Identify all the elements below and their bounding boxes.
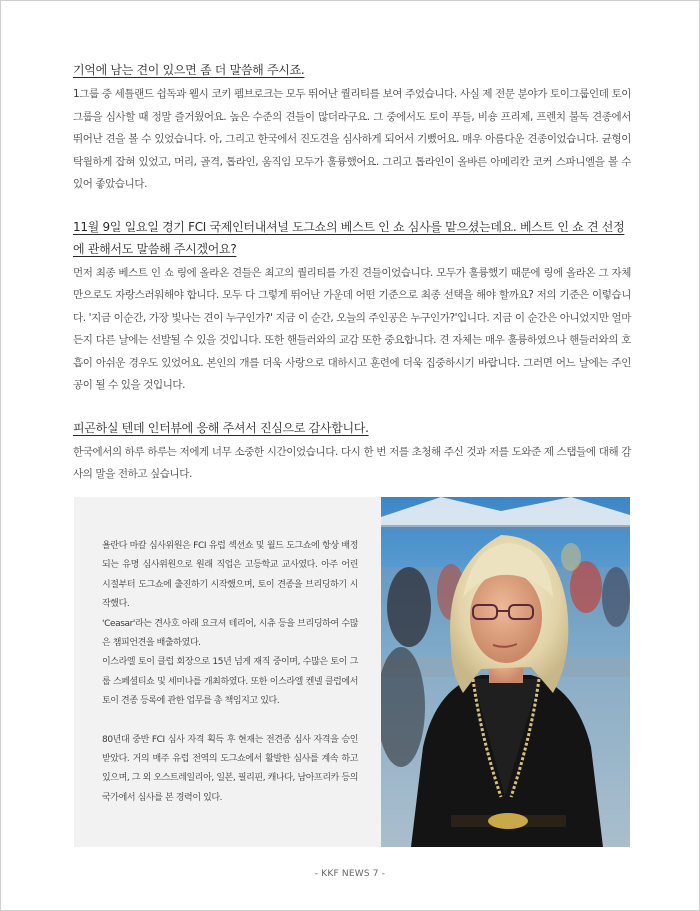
qa-block-2 <box>73 216 631 397</box>
answer-2: 먼저 최종 베스트 인 쇼 링에 올라온 견들은 최고의 퀄리티를 가진 견들이었습니다. 모두가 훌륭했기 때문에 링에 올라온 그 자체만으로도 자랑스러워해야 합니다. 모두 다 그렇게 뛰어난 가운데 어떤 기준으로 최종 선택을 해야 할까요? 저의 기준은 이렇습니다. '지금 이순간, 가장 빛나는 견이 누구인가?' 지금 이 순간, 오늘의 주인공은 누구인가?'입니다. 지금 이 순간은 아니었지만 얼마든지 다른 날에는 선발될 수 있을 것입니다. 또한 핸들러와의 교감 또한 중요합니다. 견 자체는 매우 훌륭하였으나 핸들러와의 호흡이 아쉬운 경우도 있었어요. 본인의 개를 더욱 사랑으로 대하시고 훈련에 더욱 집중하시기 바랍니다. 그러면 어느 날에는 주인공이 될 수 있을 것입니다. <box>73 266 631 391</box>
question-3: 피곤하실 텐데 인터뷰에 응해 주셔서 진심으로 감사합니다. <box>73 420 369 435</box>
judge-photo <box>381 497 630 847</box>
judge-biography <box>102 537 358 808</box>
interview-section <box>73 59 631 506</box>
bio-paragraph-2: 'Ceasar'라는 견사호 아래 요크셔 테리어, 시츄 등을 브리딩하여 수많은 챔피언견을 배출하였다. <box>102 618 358 649</box>
bio-paragraph-4: 80년대 중반 FCI 심사 자격 획득 후 현재는 전견종 심사 자격을 승인받았다. 거의 매주 유럽 전역의 도그쇼에서 활발한 심사를 계속 하고 있으며, 그 외 오스트레일리아, 일본, 필리핀, 캐나다, 남아프리카 등의 국가에서 심사를 본 경력이 있다. <box>102 734 358 803</box>
page-footer: - KKF NEWS 7 - <box>314 869 386 879</box>
bio-paragraph-3: 이스라엘 토이 클럽 회장으로 15년 넘게 재직 중이며, 수많은 토이 그룹 스페셜티쇼 및 세미나를 개최하였다. 또한 이스라엘 켄넬 클럽에서 토이 견종 등록에 관한 업무를 총 책임지고 있다. <box>102 657 358 707</box>
question-1: 기억에 남는 견이 있으면 좀 더 말씀해 주시죠. <box>73 63 305 77</box>
qa-block-3 <box>73 417 631 486</box>
judge-profile-box <box>74 497 630 847</box>
bio-spacer <box>102 712 358 731</box>
question-2: 11월 9일 일요일 경기 FCI 국제인터내셔널 도그쇼의 베스트 인 쇼 심사를 맡으셨는데요. 베스트 인 쇼 견 선정에 관해서도 말씀해 주시겠어요? <box>73 219 625 256</box>
qa-block-1 <box>73 59 631 196</box>
answer-1: 1그룹 중 세틀랜드 쉽독과 웰시 코키 펨브로크는 모두 뛰어난 퀄리티를 보여 주었습니다. 사실 제 전문 분야가 토이그룹인데 토이 그룹을 심사할 때 정말 즐거웠어요. 높은 수준의 견들이 많더라구요. 그 중에서도 토이 푸들, 비숑 프리제, 프렌치 불독 견종에서 뛰어난 견을 볼 수 있었습니다. 아, 그리고 한국에서 진도견을 심사하게 되어서 기뻤어요. 매우 아름다운 견종이었습니다. 균형이 탁월하게 잡혀 있었고, 머리, 골격, 톱라인, 움직임 모두가 훌륭했어요. 그리고 톱라인이 올바른 아메리칸 코커 스파니엘을 볼 수 있어 좋았습니다. <box>73 88 631 190</box>
bio-paragraph-1: 욜란다 마칼 심사위원은 FCI 유럽 섹션쇼 및 월드 도그쇼에 항상 배정되는 유명 심사위원으로 원래 직업은 고등학교 교사였다. 아주 어린 시절부터 도그쇼에 출진하기 시작했으며, 토이 견종을 브리딩하기 시작했다. <box>102 541 358 610</box>
answer-3: 한국에서의 하루 하루는 저에게 너무 소중한 시간이었습니다. 다시 한 번 저를 초청해 주신 것과 저를 도와준 제 스탭들에 대해 감사의 말을 전하고 싶습니다. <box>73 445 631 480</box>
